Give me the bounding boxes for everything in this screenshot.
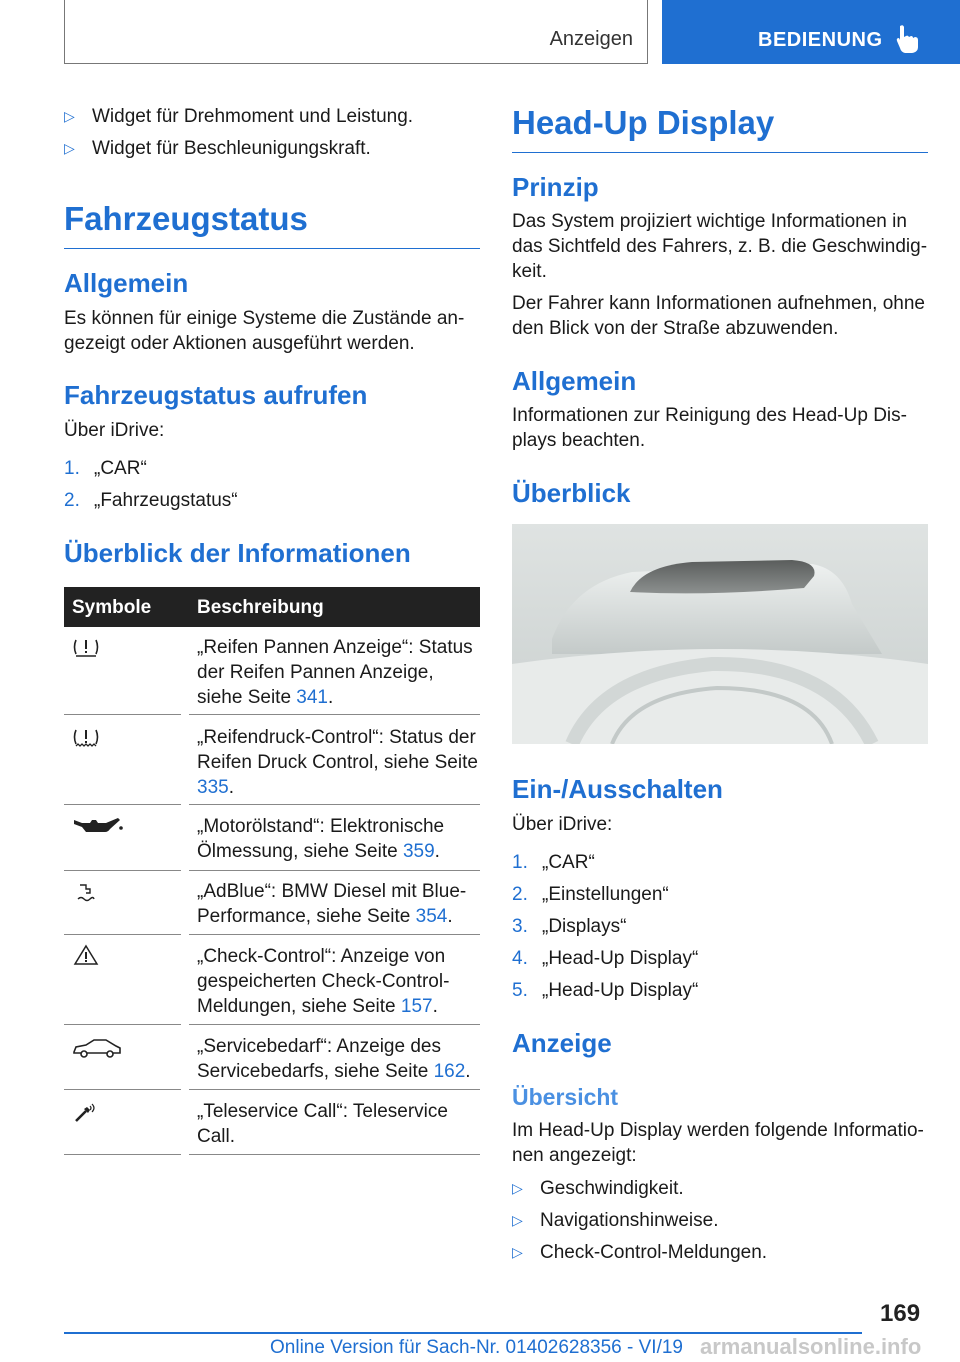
- header-section-title: Anzeigen: [549, 28, 633, 50]
- paragraph-prinzip-2: Der Fahrer kann Informationen aufnehmen, ohne den Blick von der Straße abzuwenden.: [512, 293, 925, 339]
- tire-warning-icon: [72, 637, 100, 659]
- adblue-icon: [72, 881, 100, 903]
- tire-pressure-icon: [72, 727, 100, 749]
- table-header: [64, 587, 480, 627]
- page-link[interactable]: 359: [402, 841, 435, 862]
- table-cell-description: „Servicebedarf“: Anzeige des Servicebedarfs, siehe Seite 162.: [197, 1036, 471, 1082]
- table-cell-description: „AdBlue“: BMW Diesel mit BluePerformance, siehe Seite 354.: [197, 881, 467, 927]
- car-service-icon: [72, 1036, 124, 1060]
- pointing-hand-icon: [894, 24, 922, 54]
- heading-uebersicht: Übersicht: [512, 1084, 619, 1110]
- heading-ueberblick: Überblick: [512, 478, 631, 508]
- page-link[interactable]: 354: [415, 906, 448, 927]
- heading-allgemein-hud: Allgemein: [512, 366, 637, 396]
- table-header-beschreibung: Beschreibung: [197, 597, 324, 618]
- head-up-display-photo: [512, 524, 928, 744]
- paragraph-allgemein-hud: Informationen zur Reinigung des Head-Up Displays beachten.: [512, 405, 907, 451]
- wrench-signal-icon: [72, 1101, 100, 1123]
- header-section-box: [64, 0, 648, 64]
- heading-ein-ausschalten: Ein-/Ausschalten: [512, 774, 723, 804]
- heading-fahrzeugstatus: Fahrzeugstatus: [64, 200, 480, 249]
- header-chapter-box: [662, 0, 960, 64]
- oil-can-icon: [72, 814, 124, 838]
- heading-allgemein: Allgemein: [64, 268, 189, 298]
- footer-text: Online Version für Sach-Nr. 01402628356 - VI/19: [270, 1337, 683, 1358]
- heading-fahrzeugstatus-aufrufen: Fahrzeugstatus aufrufen: [64, 380, 368, 410]
- paragraph-allgemein: Es können für einige Systeme die Zustände angezeigt oder Aktionen ausgeführt werden.: [64, 308, 465, 354]
- heading-ueberblick-informationen: Überblick der Informationen: [64, 538, 411, 568]
- paragraph-idrive-hud: Über iDrive:: [512, 814, 613, 835]
- watermark: armanualsonline.info: [700, 1334, 922, 1359]
- heading-prinzip: Prinzip: [512, 172, 599, 202]
- table-cell-description: „Check-Control“: Anzeige von gespeicherten Check-Control-Meldungen, siehe Seite 157.: [197, 946, 450, 1017]
- warning-triangle-icon: [72, 944, 100, 966]
- heading-head-up-display: Head-Up Display: [512, 104, 928, 153]
- header-chapter-title: BEDIENUNG: [758, 29, 883, 51]
- page-link[interactable]: 162: [433, 1061, 466, 1082]
- heading-anzeige: Anzeige: [512, 1028, 612, 1058]
- page-number: 169: [880, 1300, 921, 1327]
- table-header-symbole: Symbole: [72, 597, 152, 618]
- page-link[interactable]: 341: [296, 687, 328, 708]
- page-link[interactable]: 157: [400, 996, 433, 1017]
- page-link[interactable]: 335: [197, 777, 229, 798]
- table-cell-description: „Teleservice Call“: Teleservice Call.: [197, 1101, 448, 1147]
- paragraph-idrive: Über iDrive:: [64, 420, 165, 441]
- paragraph-prinzip-1: Das System projiziert wichtige Informationen in das Sichtfeld des Fahrers, z. B. die Geschwindigkeit.: [512, 211, 928, 282]
- table-cell-description: „Reifendruck-Control“: Status der Reifen Druck Control, siehe Seite 335.: [197, 727, 478, 798]
- paragraph-uebersicht: Im Head-Up Display werden folgende Informationen angezeigt:: [512, 1120, 924, 1166]
- table-cell-description: „Reifen Pannen Anzeige“: Status der Reifen Pannen Anzeige, siehe Seite 341.: [197, 637, 473, 708]
- table-cell-description: „Motorölstand“: Elektronische Ölmessung, siehe Seite 359.: [197, 816, 445, 862]
